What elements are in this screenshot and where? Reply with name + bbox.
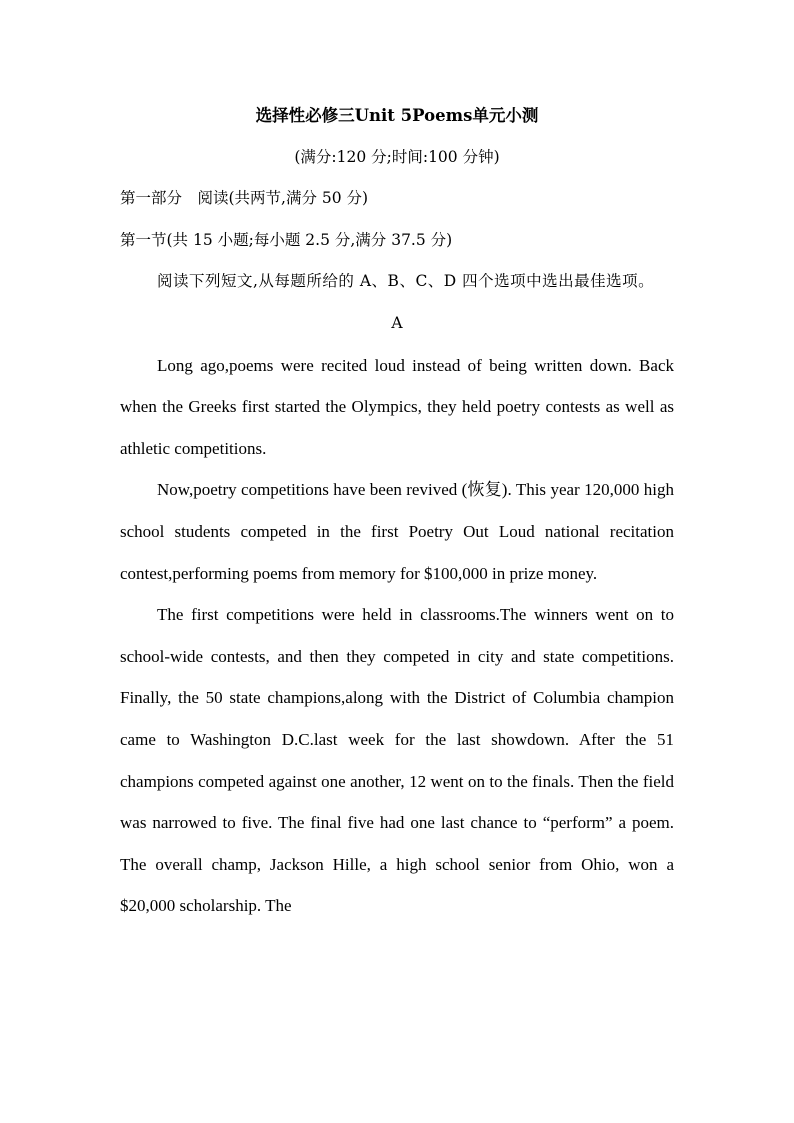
document-page bbox=[120, 95, 674, 927]
passage-paragraph-1: Long ago,poems were recited loud instead of being written down. Back when the Greeks first started the Olympics, they held poetry contests as well as athletic competitions. bbox=[120, 355, 674, 458]
passage-paragraph-3: The first competitions were held in classrooms.The winners went on to school-wide contests, and then they competed in city and state competitions. Finally, the 50 state champions,along with the District of Columbia champion came to Washington D.C.last week for the last showdown. After the 51 champions competed against one another, 12 went on to the finals. Then the field was narrowed to five. The final five had one last chance to “perform” a poem. The overall champ, Jackson Hille, a high school senior from Ohio, won a $20,000 scholarship. The bbox=[120, 605, 674, 916]
section-one-heading: 第一节(共 15 小题;每小题 2.5 分,满分 37.5 分) bbox=[120, 230, 453, 249]
score-time-info: (满分:120 分;时间:100 分钟) bbox=[294, 147, 500, 166]
document-title: 选择性必修三Unit 5Poems单元小测 bbox=[255, 106, 539, 125]
part-one-heading: 第一部分 阅读(共两节,满分 50 分) bbox=[120, 189, 369, 208]
passage-paragraph-2: Now,poetry competitions have been revived (恢复). This year 120,000 high school students competed in the first Poetry Out Loud national recitation contest,performing poems from memory for $100,000 in prize money. bbox=[120, 480, 674, 583]
reading-instructions: 阅读下列短文,从每题所给的 A、B、C、D 四个选项中选出最佳选项。 bbox=[157, 272, 655, 291]
passage-label: A bbox=[391, 313, 403, 332]
